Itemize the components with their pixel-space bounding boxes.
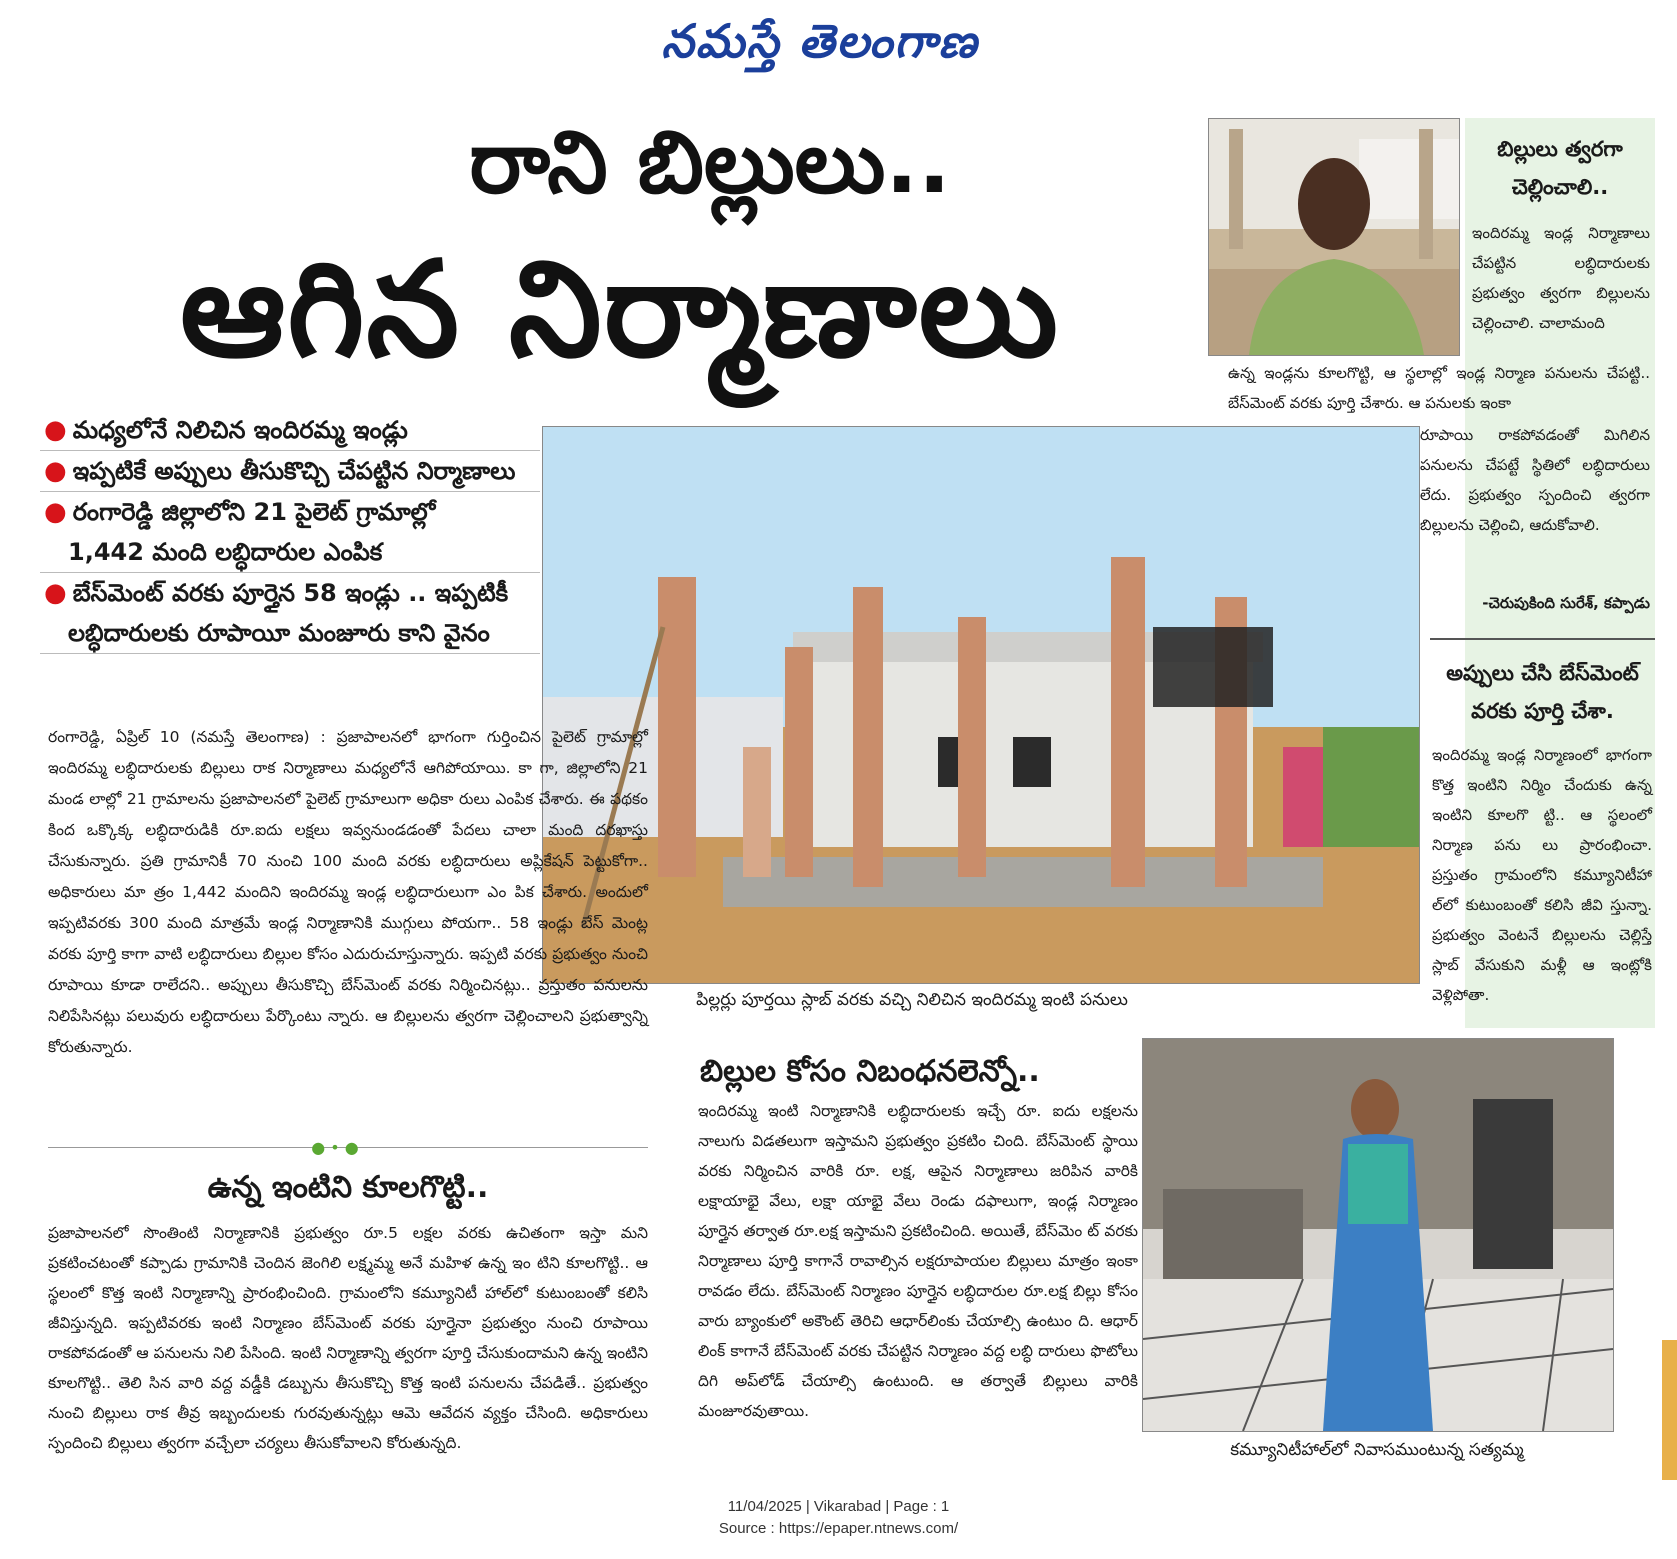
sub2-heading: బిల్లుల కోసం నిబంధనలెన్నో.. <box>700 1054 1040 1089</box>
headline-line2: ఆగిన నిర్మాణాలు <box>180 233 1060 387</box>
masthead-logo: నమస్తే తెలంగాణ <box>661 14 979 68</box>
footer-source: Source : https://epaper.ntnews.com/ <box>718 1520 959 1537</box>
bullet-item: ● రంగారెడ్డి జిల్లాలోని 21 పైలెట్ గ్రామాల్లో <box>44 497 436 527</box>
bullet-item-continued: లబ్ధిదారులకు రూపాయీ మంజూరు కాని వైనం <box>40 613 540 654</box>
side2-text: ఇందిరమ్మ ఇండ్ల నిర్మాణంలో భాగంగా కొత్త ఇంటిని నిర్మిం చేందుకు ఉన్న ఇంటిని కూలగొ ట్టి.. ఆ స్థలంలో నిర్మాణ పను లు ప్రారంభించా. ప్రస్తుతం గ్రామంలోని కమ్యూనిటీహా ల్‌లో కుటుంబంతో కలిసి జీవి స్తున్నా. ప్రభుత్వం వెంటనే బిల్లులను చెల్లిస్తే స్లాబ్ వేసుకుని మళ్లీ ఆ ఇంట్లోకి వెళ్లిపోతా. <box>1432 746 1652 1004</box>
man-portrait-photo <box>1208 118 1460 356</box>
bullet-item: ● ఇప్పటికే అప్పులు తీసుకొచ్చి చేపట్టిన నిర్మాణాలు <box>40 451 540 492</box>
bullet-dot-icon: ● <box>44 415 67 445</box>
side1-byline: -చెరుపుకింది సురేశ్, కప్పాడు <box>1482 594 1650 612</box>
bullet-dot-icon: ● <box>44 456 67 486</box>
woman-photo <box>1142 1038 1614 1432</box>
headline-line1: రాని బిల్లులు.. <box>469 113 951 213</box>
main-photo-caption: పిల్లర్లు పూర్తయి స్లాబ్ వరకు వచ్చి నిలిచిన ఇందిరమ్మ ఇంటి పనులు <box>696 990 1128 1010</box>
construction-photo <box>542 426 1420 984</box>
side1-text-top: ఇందిరమ్మ ఇండ్ల నిర్మాణాలు చేపట్టిన లబ్ధిదారులకు ప్రభుత్వం త్వరగా బిల్లులను చెల్లించాలి. చాలామంది <box>1472 224 1650 332</box>
edge-decoration <box>1662 1340 1677 1480</box>
bullet-item: ● మధ్యలోనే నిలిచిన ఇందిరమ్మ ఇండ్లు <box>40 410 540 451</box>
bullet-dot-icon: ● <box>44 497 67 527</box>
footer-date-page: 11/04/2025 | Vikarabad | Page : 1 <box>727 1498 950 1515</box>
main-article: రంగారెడ్డి, ఏప్రిల్ 10 (నమస్తే తెలంగాణ) : ప్రజాపాలనలో భాగంగా గుర్తించిన పైలెట్ గ్రామాల్లో ఇందిరమ్మ లబ్ధిదారులకు బిల్లులు రాక నిర్మాణాలు మధ్యలోనే ఆగిపోయాయి. కా గా, జిల్లాలోని 21 మండ లాల్లో 21 గ్రామాలను ప్రజాపాలనలో పైలెట్ గ్రామాలుగా అధికా రులు ఎంపిక చేశారు. ఈ పథకం కింద ఒక్కొక్క లబ్ధిదారుడికి రూ.ఐదు లక్షలు ఇవ్వనుండడంతో పేదలు చాలా మంది దరఖాస్తు చేసుకున్నారు. ప్రతి గ్రామానికీ 70 నుంచి 100 మంది వరకు లబ్ధిదారులు అప్లికేషన్ పెట్టుకోగా.. అధికారులు మా త్రం 1,442 మందిని ఇందిరమ్మ ఇండ్ల లబ్ధిదారులుగా ఎం పిక చేశారు. అందులో ఇప్పటివరకు 300 మంది మాత్రమే ఇండ్ల నిర్మాణానికి ముగ్గులు పోయగా.. 58 ఇండ్లు బేస్ మెంట్ల వరకు పూర్తి కాగా వాటి లబ్ధిదారులు బిల్లుల కోసం ఎదురుచూస్తున్నారు. ఇప్పటి వరకు ప్రభుత్వం నుంచి రూపాయి కూడా రాలేదని.. అప్పులు తీసుకొచ్చి బేస్‌మెంట్ వరకు నిర్మించినట్లు.. ప్రస్తుతం పనులను నిలిపేసినట్లు పలువురు లబ్ధిదారులు పేర్కొంటు న్నారు. ఆ బిల్లులను త్వరగా చెల్లించాలని ప్రభుత్వాన్ని కోరుతున్నారు. <box>48 728 648 1056</box>
bullet-dot-icon: ● <box>44 578 67 608</box>
side2-heading: అప్పులు చేసి బేస్‌మెంట్ వరకు పూర్తి చేశా. <box>1446 661 1639 723</box>
sub2-text: ఇందిరమ్మ ఇంటి నిర్మాణానికి లబ్ధిదారులకు ఇచ్చే రూ. ఐదు లక్షలను నాలుగు విడతలుగా ఇస్తామని ప్రభుత్వం ప్రకటిం చింది. బేస్‌మెంట్ స్థాయి వరకు నిర్మించిన వారికి రూ. లక్ష, ఆపైన నిర్మాణాలు జరిపిన వారికి లక్షాయాభై వేలు, లక్షా యాభై వేలు రెండు దఫాలుగా, ఇండ్ల నిర్మాణం పూర్తైన తర్వాత రూ.లక్ష ఇస్తామని ప్రకటించింది. అయితే, బేస్‌మెం ట్ వరకు నిర్మాణాలు పూర్తి కాగానే రావాల్సిన లక్షరూపాయల బిల్లులు మాత్రం ఇంకా రావడం లేదు. బేస్‌మెంట్ నిర్మాణం పూర్తైన లబ్ధిదారుల రూ.లక్ష బిల్లు కోసం వారు బ్యాంకులో అకౌంట్ తెరిచి ఆధార్‌లింకు చేయాల్సి ఉంటుం ది. ఆధార్ లింక్ కాగానే బేస్‌మెంట్ వరకు చేపట్టిన నిర్మాణం వద్ద లబ్ధి దారులు ఫొటోలు దిగి అప్‌లోడ్ చేయాల్సి ఉంటుంది. ఆ తర్వాతే బిల్లులు వారికి మంజూరవుతాయి. <box>698 1102 1138 1420</box>
ornament-icon: ● • ● <box>311 1138 359 1157</box>
woman-photo-caption: కమ్యూనిటీహాల్‌లో నివాసముంటున్న సత్యమ్మ <box>1230 1440 1524 1460</box>
side1-text-wide: ఉన్న ఇండ్లను కూలగొట్టి, ఆ స్థలాల్లో ఇండ్ల నిర్మాణ పనులను చేపట్టి.. బేస్‌మెంట్ వరకు పూర్తి చేశారు. ఆ పనులకు ఇంకా <box>1228 364 1650 412</box>
bullet-item-continued: 1,442 మంది లబ్ధిదారుల ఎంపిక <box>40 532 540 573</box>
page-footer <box>0 1496 1677 1540</box>
sub1-text: ప్రజాపాలనలో సొంతింటి నిర్మాణానికి ప్రభుత్వం రూ.5 లక్షల వరకు ఉచితంగా ఇస్తా మని ప్రకటించటంతో కప్పాడు గ్రామానికి చెందిన జెంగిలి లక్ష్మమ్మ అనే మహిళ ఉన్న ఇం టిని కూలగొట్టి.. ఆ స్థలంలో కొత్త ఇంటి నిర్మాణాన్ని ప్రారంభించింది. గ్రామంలోని కమ్యూనిటీ హాల్‌లో కుటుంబంతో కలిసి జీవిస్తున్నది. ఇప్పటివరకు ఇంటి నిర్మాణం బేస్‌మెంట్ వరకు పూర్తైనా ప్రభుత్వం నుంచి రూపాయి రాకపోవడంతో ఆ పనులను నిలి పేసింది. ఇంటి నిర్మాణాన్ని త్వరగా పూర్తి చేసుకుందామని ఉన్న ఇంటిని కూలగొట్టి.. తెలి సిన వారి వద్ద వడ్డీకి డబ్బును తీసుకొచ్చి కొత్త ఇంటి పనులను చేపడితే.. ప్రభుత్వం నుంచి బిల్లులు రాక తీవ్ర ఇబ్బందులకు గురవుతున్నట్లు ఆమె ఆవేదన వ్యక్తం చేసింది. అధికారులు స్పందించి బిల్లులు త్వరగా వచ్చేలా చర్యలు తీసుకోవాలని కోరుతున్నది. <box>48 1224 648 1452</box>
side1-text-bottom: రూపాయి రాకపోవడంతో మిగిలిన పనులను చేపట్టే స్థితిలో లబ్ధిదారులు లేదు. ప్రభుత్వం స్పందించి త్వరగా బిల్లులను చెల్లించి, ఆదుకోవాలి. <box>1420 426 1650 534</box>
bullet-item: ● బేస్‌మెంట్ వరకు పూర్తైన 58 ఇండ్లు .. ఇప్పటికీ <box>44 578 509 608</box>
side1-heading: బిల్లులు త్వరగా చెల్లించాలి.. <box>1497 137 1623 199</box>
bullet-list <box>40 410 540 654</box>
side-divider <box>1430 638 1655 640</box>
sub1-heading: ఉన్న ఇంటిని కూలగొట్టి.. <box>207 1170 489 1205</box>
